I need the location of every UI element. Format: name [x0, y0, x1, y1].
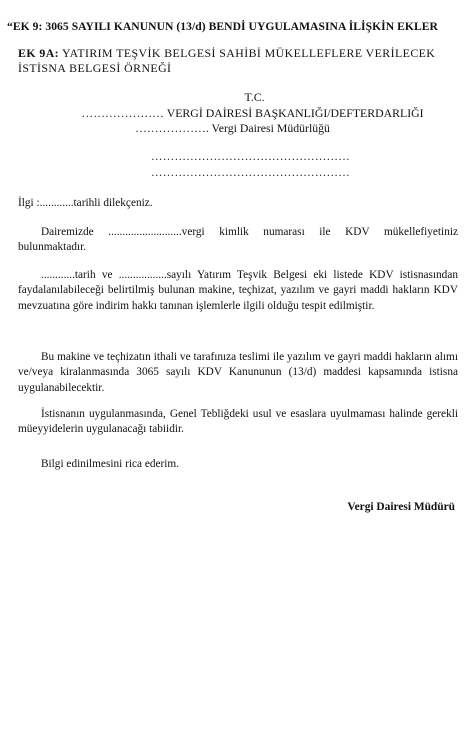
- signature-line: Vergi Dairesi Müdürü: [347, 501, 455, 513]
- paragraph-5-text: Bilgi edinilmesini rica ederim.: [41, 458, 180, 470]
- paragraph-3: [18, 350, 458, 396]
- address-line-1: ……………………………………………: [151, 151, 350, 163]
- letterhead-office: ………………… VERGİ DAİRESİ BAŞKANLIĞI/DEFTERDARLIĞI: [81, 106, 424, 120]
- paragraph-3-text: Bu makine ve teçhizatın ithali ve tarafınıza teslimi ile yazılım ve gayri maddi hakların alımı ve/veya kiralanmasında 3065 sayılı KDV Kanununun (13/d) maddesi kapsamında istisna uygulanabilecektir.: [18, 351, 458, 394]
- paragraph-5: [18, 457, 458, 472]
- document-header: “EK 9: 3065 SAYILI KANUNUN (13/d) BENDİ UYGULAMASINA İLİŞKİN EKLER: [7, 20, 438, 33]
- paragraph-2: [18, 268, 458, 314]
- paragraph-2-text: ............tarih ve .................sayılı Yatırım Teşvik Belgesi eki listede KDV istisnasından faydalanılabileceği belirtilmiş bulunan makine, teçhizat, yazılım ve gayri maddi hakların KDV mevzuatına göre indirim hakkı tanınan işlemlerle ilgili olduğu tespit edilmiştir.: [18, 269, 458, 312]
- paragraph-4-text: İstisnanın uygulanmasında, Genel Tebliğdeki usul ve esaslara uyulmaması halinde gerekli müeyyidelerin uygulanacağı tabiidir.: [18, 408, 458, 436]
- paragraph-4: [18, 407, 458, 438]
- letterhead-subunit: ………………. Vergi Dairesi Müdürlüğü: [135, 121, 330, 135]
- annex-label: EK 9A:: [18, 46, 60, 60]
- paragraph-1-text: Dairemizde ..........................vergi kimlik numarası ile KDV mükellefiyetiniz bulunmaktadır.: [18, 226, 458, 254]
- reference-line: İlgi :............tarihli dilekçeniz.: [18, 197, 153, 209]
- annex-heading: [18, 46, 450, 76]
- letterhead-tc: T.C.: [244, 90, 265, 104]
- annex-title: YATIRIM TEŞVİK BELGESİ SAHİBİ MÜKELLEFLERE VERİLECEK İSTİSNA BELGESİ ÖRNEĞİ: [18, 46, 436, 75]
- address-line-2: ……………………………………………: [151, 167, 350, 179]
- paragraph-1: [18, 225, 458, 256]
